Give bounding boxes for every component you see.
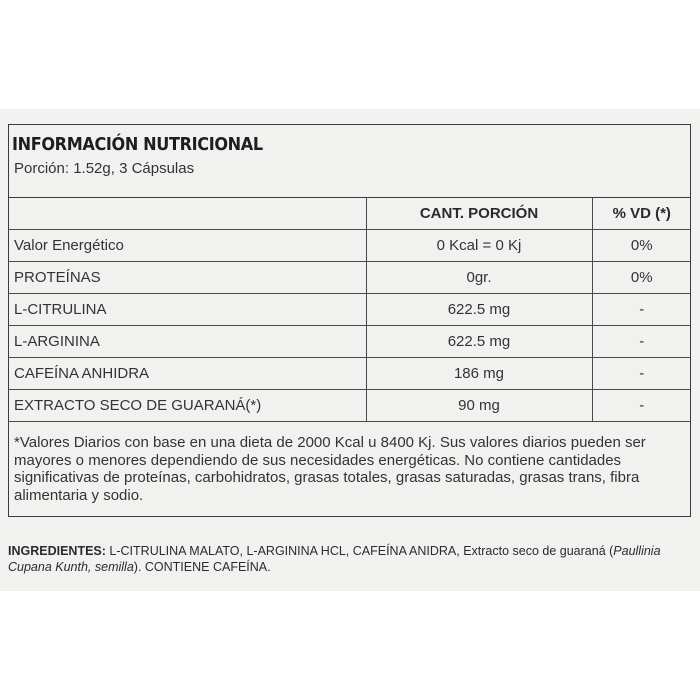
nutrient-amount: 622.5 mg [366,294,592,326]
header-daily-value: % VD (*) [592,198,691,230]
table-row [8,358,691,390]
serving-size: Porción: 1.52g, 3 Cápsulas [14,160,195,177]
table-row [8,390,691,422]
nutrient-daily-value: - [592,326,691,358]
nutrient-name: Valor Energético [8,230,366,262]
nutrient-name: L-CITRULINA [8,294,366,326]
nutrient-daily-value: - [592,294,691,326]
nutrient-daily-value: - [592,390,691,422]
nutrient-daily-value: - [592,358,691,390]
nutrient-amount: 0gr. [366,262,592,294]
ingredients-heading: INGREDIENTES: [8,544,106,558]
table-row [8,326,691,358]
nutrient-amount: 186 mg [366,358,592,390]
nutrient-name: PROTEÍNAS [8,262,366,294]
nutrient-amount: 0 Kcal = 0 Kj [366,230,592,262]
ingredients-statement [8,543,693,575]
table-header-row [8,198,691,230]
nutrient-amount: 90 mg [366,390,592,422]
header-blank [8,198,366,230]
ingredients-scientific-name: Paullinia Cupana Kunth, semilla [8,544,661,574]
ingredients-text-end: ). CONTIENE CAFEÍNA. [133,560,271,574]
nutrition-title: INFORMACIÓN NUTRICIONAL [12,135,263,155]
ingredients-text: L-CITRULINA MALATO, L-ARGININA HCL, CAFEÍNA ANIDRA, Extracto seco de guaraná ( [105,544,614,558]
nutrient-amount: 622.5 mg [366,326,592,358]
daily-value-footnote: *Valores Diarios con base en una dieta de 2000 Kcal u 8400 Kj. Sus valores diarios pueden ser mayores o menores dependiendo de sus necesidades energéticas. No contiene cantidades significativas de proteínas, carbohidratos, grasas totales, grasas saturadas, grasas trans, fibra alimentaria y sodio. [14,434,646,504]
nutrient-daily-value: 0% [592,230,691,262]
nutrient-daily-value: 0% [592,262,691,294]
nutrient-name: CAFEÍNA ANHIDRA [8,358,366,390]
nutrient-name: L-ARGININA [8,326,366,358]
header-amount: CANT. PORCIÓN [366,198,592,230]
table-row [8,230,691,262]
table-row [8,262,691,294]
nutrient-name: EXTRACTO SECO DE GUARANÁ(*) [8,390,366,422]
table-row [8,294,691,326]
nutrition-table [8,197,691,422]
